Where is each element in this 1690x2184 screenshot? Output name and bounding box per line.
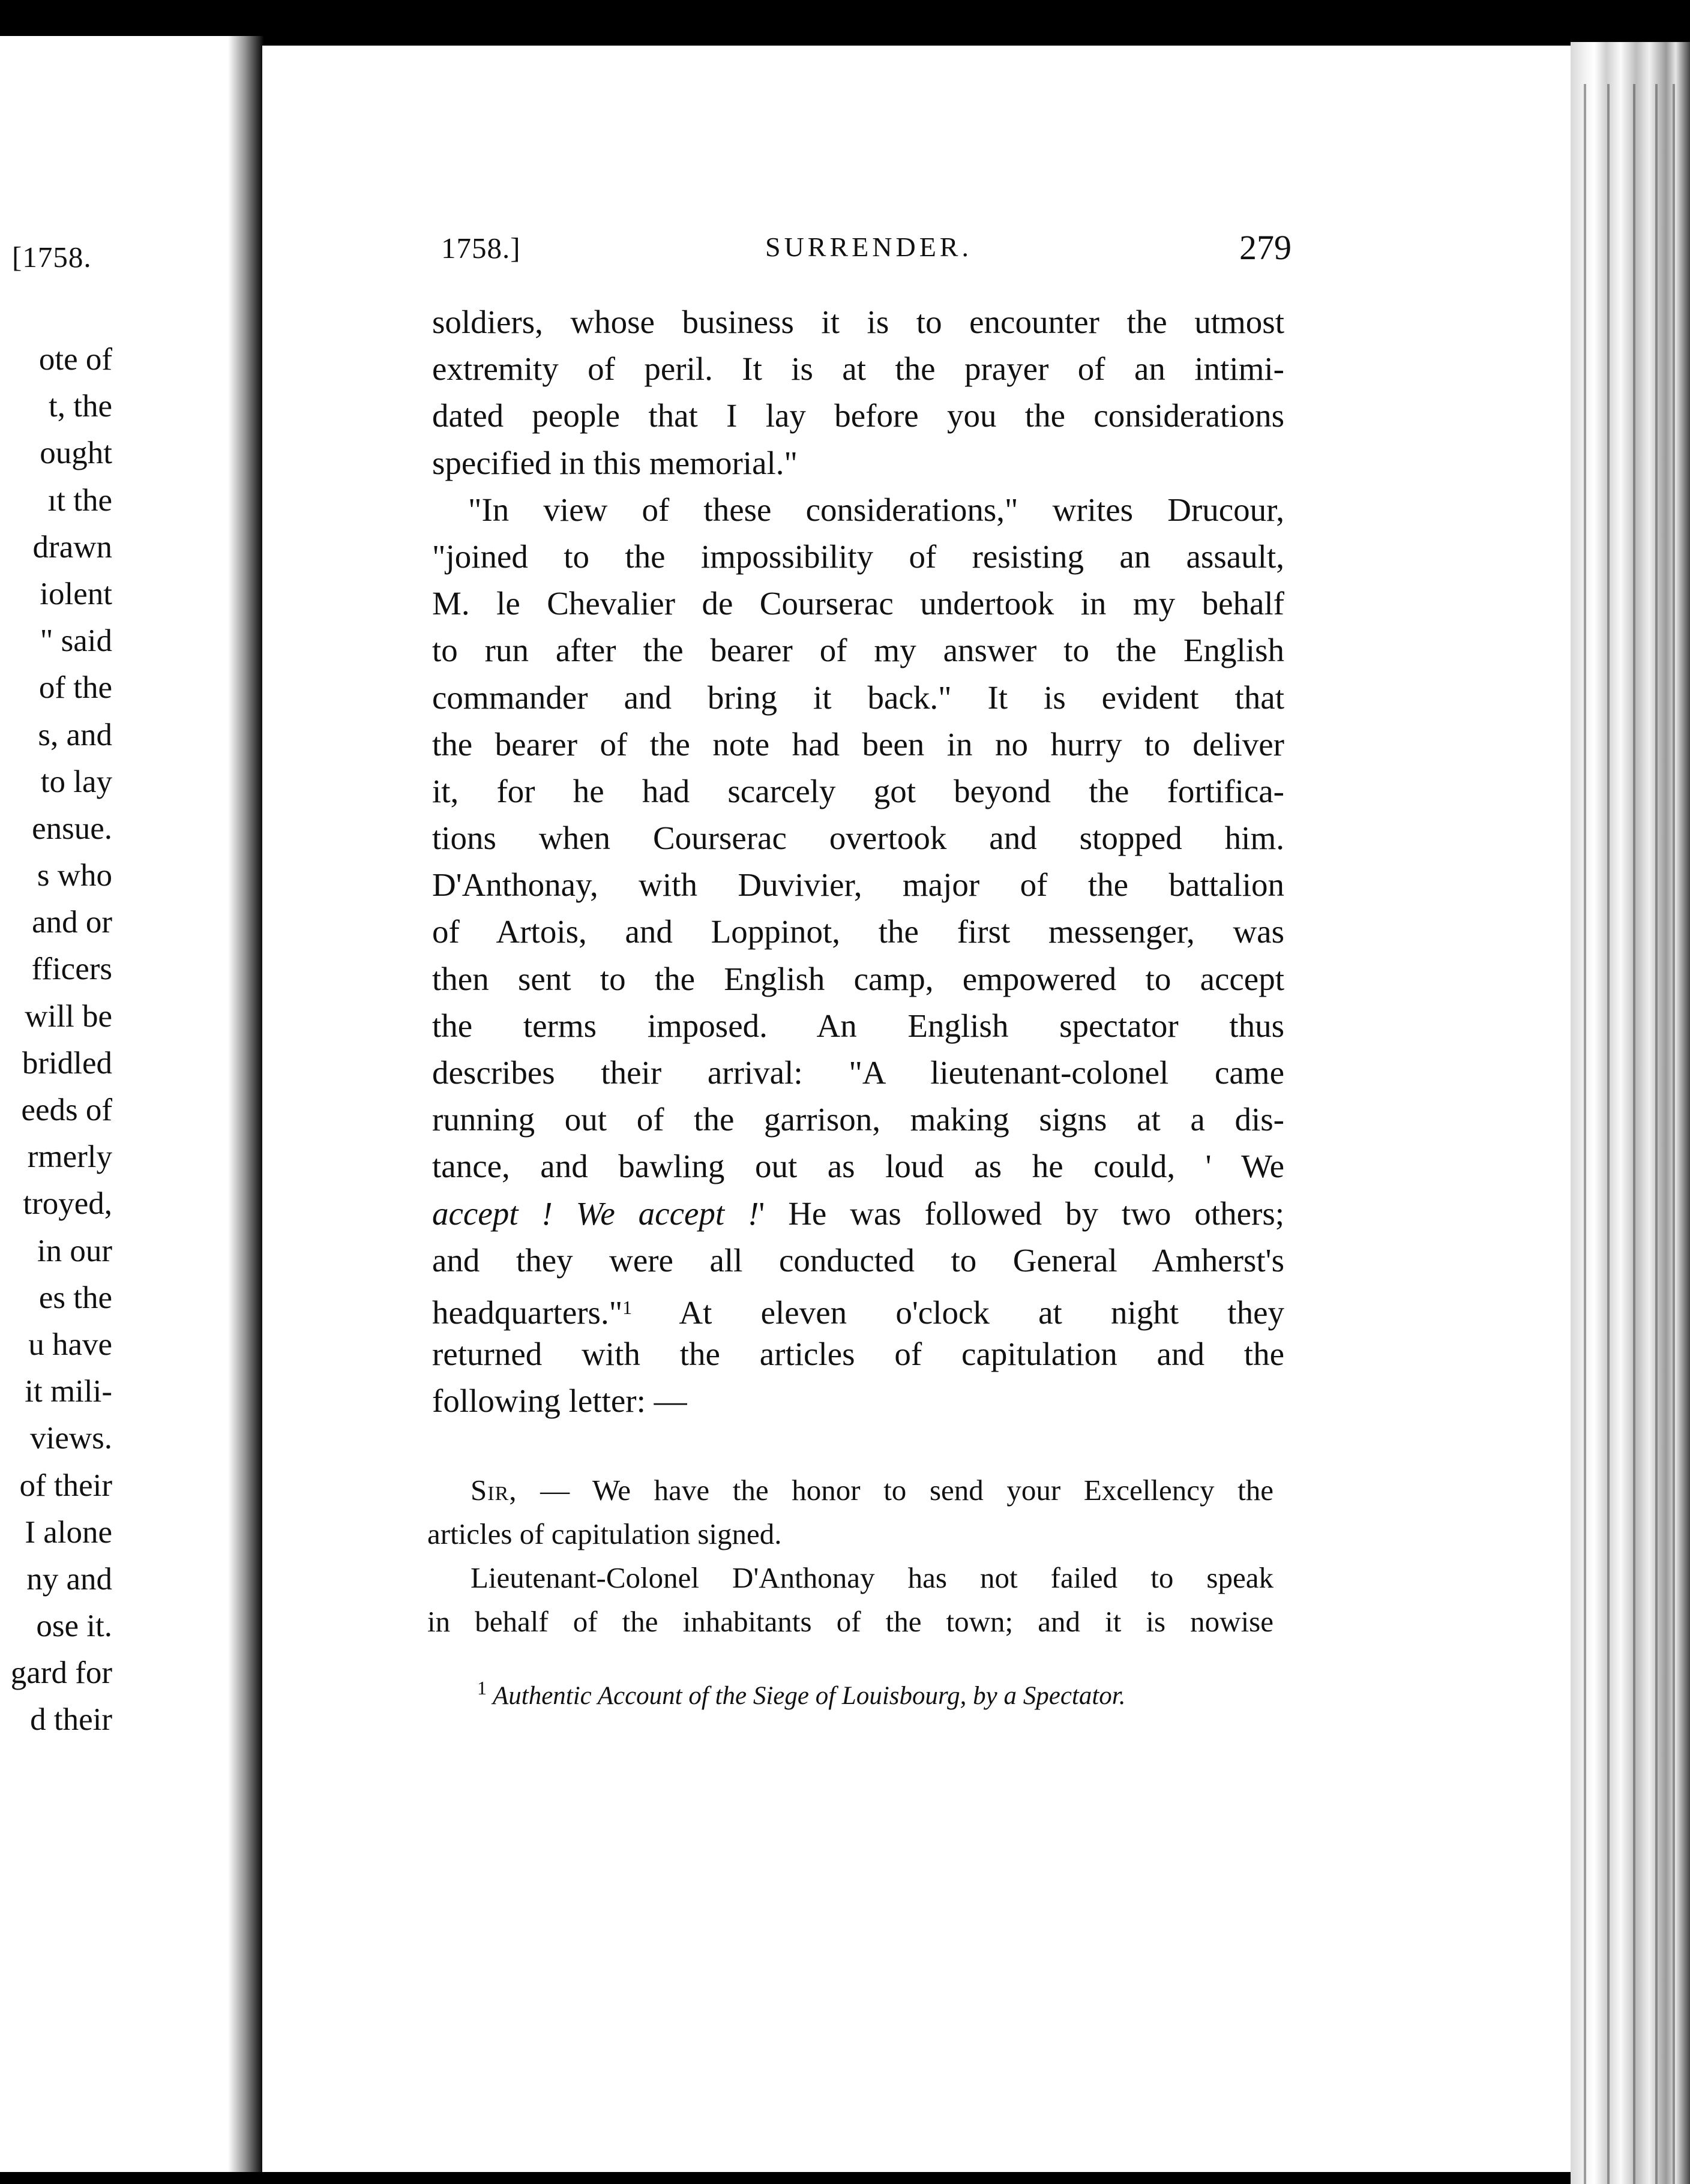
quoted-letter <box>427 1468 1274 1643</box>
body-line: running out of the garrison, making signs at a dis- <box>432 1101 1284 1138</box>
body-line: D'Anthonay, with Duvivier, major of the battalion <box>432 866 1284 904</box>
page-edge-streak <box>1584 84 1586 2184</box>
page-edge-streak <box>1655 84 1658 2184</box>
letter-line: in behalf of the inhabitants of the town; and it is nowise <box>427 1605 1274 1638</box>
left-line: ıt the <box>47 482 112 518</box>
body-line: "joined to the impossibility of resisting an assault, <box>432 538 1284 575</box>
left-line: ose it. <box>36 1609 112 1644</box>
body-text <box>432 299 1284 1425</box>
body-line: the bearer of the note had been in no hurry to deliver <box>432 725 1284 763</box>
body-line: the terms imposed. An English spectator thus <box>432 1007 1284 1044</box>
body-line-start: headquarters." <box>432 1294 623 1331</box>
left-line: it mili- <box>25 1374 112 1409</box>
running-head-title: SURRENDER. <box>765 232 972 262</box>
body-line: of Artois, and Loppinot, the first messenger, was <box>432 913 1284 950</box>
letter-line: Lieutenant-Colonel D'Anthonay has not failed to speak <box>471 1561 1274 1594</box>
body-line: to run after the bearer of my answer to the English <box>432 632 1284 669</box>
body-line: it, for he had scarcely got beyond the fortifica- <box>432 772 1284 809</box>
left-line: will be <box>25 998 112 1034</box>
left-line: and or <box>32 905 112 940</box>
left-line: views. <box>30 1421 112 1456</box>
left-line: s, and <box>38 717 112 752</box>
left-line: ensue. <box>32 811 112 846</box>
page-edge-streak <box>1607 84 1610 2184</box>
left-line: es the <box>38 1280 112 1315</box>
body-line-rest: He was followed by two others; <box>788 1195 1284 1232</box>
body-line-mixed <box>432 1190 1284 1237</box>
body-line: extremity of peril. It is at the prayer of an intimi- <box>432 350 1284 388</box>
letter-line-rest: — We have the honor to send your Excellency the <box>540 1474 1274 1507</box>
body-line: describes their arrival: "A lieutenant-colonel came <box>432 1054 1284 1091</box>
left-line: of the <box>38 670 112 706</box>
running-head-year: 1758.] <box>441 232 521 265</box>
left-line: troyed, <box>23 1186 112 1222</box>
letter-salutation: Sir, <box>471 1474 517 1507</box>
body-line: returned with the articles of capitulation and the <box>432 1336 1284 1373</box>
footnote-reference: 1 <box>622 1296 633 1318</box>
left-line: eeds of <box>21 1093 112 1127</box>
body-line: dated people that I lay before you the considerations <box>432 397 1284 434</box>
left-line: fficers <box>31 952 112 987</box>
left-line: ote of <box>38 342 112 377</box>
body-line: and they were all conducted to General Amherst's <box>432 1241 1284 1279</box>
left-line: iolent <box>40 576 112 611</box>
footnote <box>477 1677 1257 1711</box>
body-line: following letter: — <box>432 1382 687 1420</box>
left-line: d their <box>30 1702 112 1738</box>
left-page-text <box>11 336 112 1744</box>
left-line: bridled <box>22 1045 112 1081</box>
left-line: t, the <box>49 389 112 424</box>
body-line: commander and bring it back." It is evident that <box>432 679 1284 716</box>
left-line: in our <box>37 1233 112 1268</box>
footnote-text: Authentic Account of the Siege of Louisbourg, by a Spectator. <box>492 1682 1126 1710</box>
left-line: rmerly <box>27 1139 112 1175</box>
left-line: of their <box>19 1468 112 1503</box>
page-edges <box>1571 42 1690 2184</box>
body-line: soldiers, whose business it is to encounter the utmost <box>432 304 1284 340</box>
body-line: "In view of these considerations," writes Drucour, <box>468 491 1284 528</box>
book-gutter <box>228 36 264 2172</box>
body-line: M. le Chevalier de Courserac undertook in my behalf <box>432 585 1284 622</box>
left-line: drawn <box>32 529 112 565</box>
left-line: " said <box>40 623 112 659</box>
left-running-head: [1758. <box>12 241 92 274</box>
left-line: u have <box>28 1327 112 1362</box>
letter-line: articles of capitulation signed. <box>427 1517 782 1550</box>
left-line: to lay <box>40 764 112 799</box>
left-line: ny and <box>26 1561 112 1597</box>
left-line: ought <box>40 436 112 471</box>
left-line: I alone <box>25 1514 112 1550</box>
page-number: 279 <box>1239 228 1292 267</box>
body-line: specified in this memorial." <box>432 444 798 481</box>
body-line-mixed <box>432 1284 1284 1331</box>
body-line: then sent to the English camp, empowered to accept <box>432 960 1284 997</box>
footnote-marker: 1 <box>477 1677 487 1699</box>
running-head <box>441 228 1296 279</box>
left-line: s who <box>37 858 112 893</box>
letter-line <box>427 1468 1274 1512</box>
left-line: gard for <box>10 1655 112 1691</box>
body-line-rest: At eleven o'clock at night they <box>679 1294 1284 1331</box>
page-edge-streak <box>1633 84 1635 2184</box>
body-line: tance, and bawling out as loud as he could, ' We <box>432 1148 1284 1185</box>
page-edge-streak <box>1673 84 1675 2184</box>
left-page-fragment <box>0 36 243 2172</box>
closing-quote: ' <box>759 1195 765 1232</box>
italic-quote: accept ! We accept ! <box>432 1195 759 1232</box>
body-line: tions when Courserac overtook and stopped him. <box>432 820 1284 857</box>
